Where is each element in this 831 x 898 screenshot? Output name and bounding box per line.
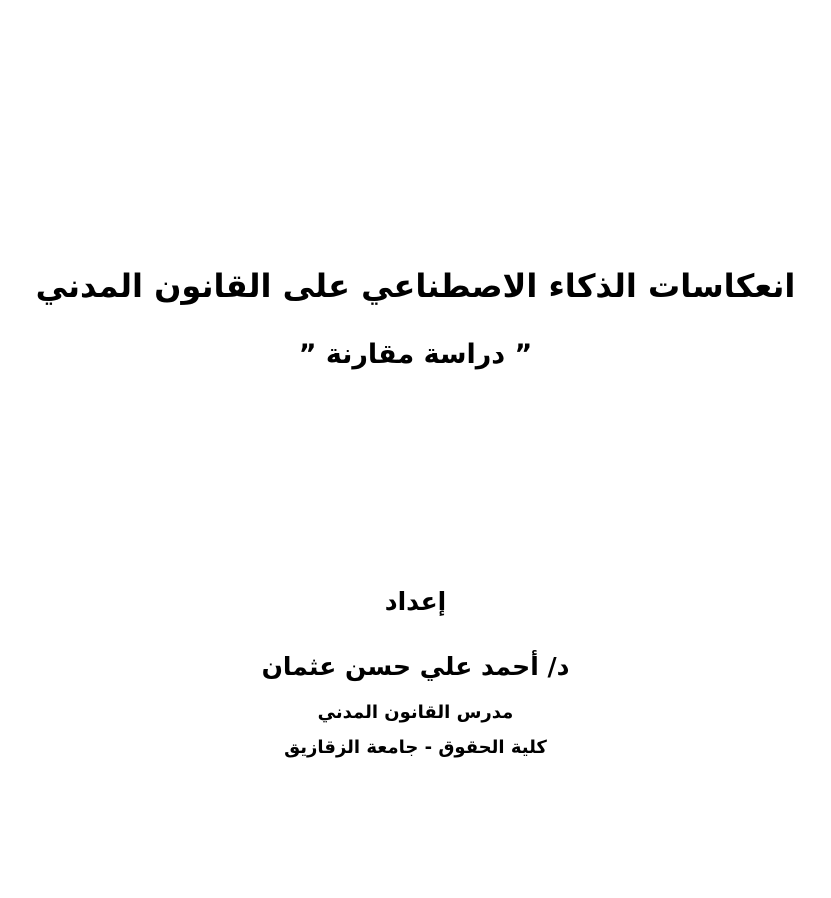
- author-affiliation: كلية الحقوق - جامعة الزقازيق: [284, 737, 547, 758]
- document-subtitle: ” دراسة مقارنة ”: [298, 339, 533, 370]
- author-position: مدرس القانون المدني: [317, 702, 514, 723]
- prepared-by-label: إعداد: [384, 587, 447, 616]
- document-title: انعكاسات الذكاء الاصطناعي على القانون المدني: [35, 267, 796, 305]
- author-name: د/ أحمد علي حسن عثمان: [261, 652, 570, 681]
